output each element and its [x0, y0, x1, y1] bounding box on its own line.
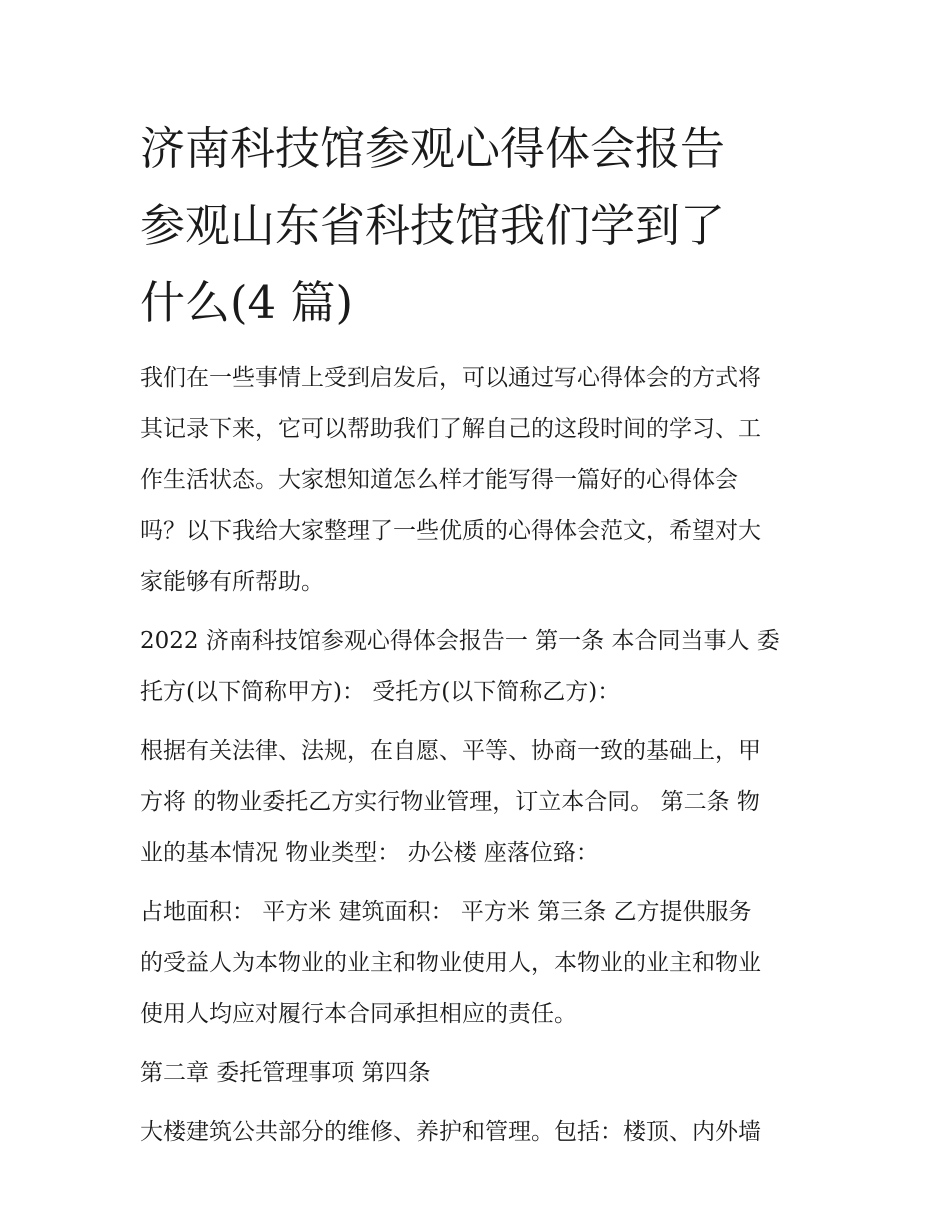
text-line: 大楼建筑公共部分的维修、养护和管理。包括：楼顶、内外墙 [140, 1119, 761, 1145]
title-line: 济南科技馆参观心得体会报告 [140, 122, 726, 175]
text-line: 根据有关法律、法规，在自愿、平等、协商一致的基础上，甲 [140, 738, 761, 764]
text-line: 作生活状态。大家想知道怎么样才能写得一篇好的心得体会 [140, 467, 738, 493]
document-title [140, 110, 815, 341]
property-area-paragraph [140, 887, 815, 1040]
text-line: 占地面积： 平方米 建筑面积： 平方米 第三条 乙方提供服务 [140, 899, 752, 925]
text-line: 其记录下来，它可以帮助我们了解自己的这段时间的学习、工 [140, 416, 761, 442]
contract-parties-paragraph [140, 616, 815, 718]
text-line: 第二章 委托管理事项 第四条 [140, 1060, 431, 1086]
text-line: 方将 的物业委托乙方实行物业管理，订立本合同。 第二条 物 [140, 789, 760, 815]
title-line: 什么(4 篇) [140, 276, 354, 329]
text-line: 使用人均应对履行本合同承担相应的责任。 [140, 1001, 577, 1027]
text-line: 托方(以下简称甲方)： 受托方(以下简称乙方)： [140, 679, 621, 705]
title-line: 参观山东省科技馆我们学到了 [140, 199, 726, 252]
intro-paragraph [140, 353, 815, 608]
contract-basis-paragraph [140, 726, 815, 879]
text-line: 业的基本情况 物业类型： 办公楼 座落位臵： [140, 840, 599, 866]
text-line: 吗？以下我给大家整理了一些优质的心得体会范文，希望对大 [140, 518, 761, 544]
maintenance-paragraph [140, 1107, 815, 1158]
document-page [140, 110, 815, 1158]
text-line: 我们在一些事情上受到启发后，可以通过写心得体会的方式将 [140, 365, 761, 391]
text-line: 家能够有所帮助。 [140, 569, 324, 595]
text-line: 2022 济南科技馆参观心得体会报告一 第一条 本合同当事人 委 [140, 628, 780, 654]
text-line: 的受益人为本物业的业主和物业使用人，本物业的业主和物业 [140, 950, 761, 976]
chapter-heading-paragraph [140, 1048, 815, 1099]
